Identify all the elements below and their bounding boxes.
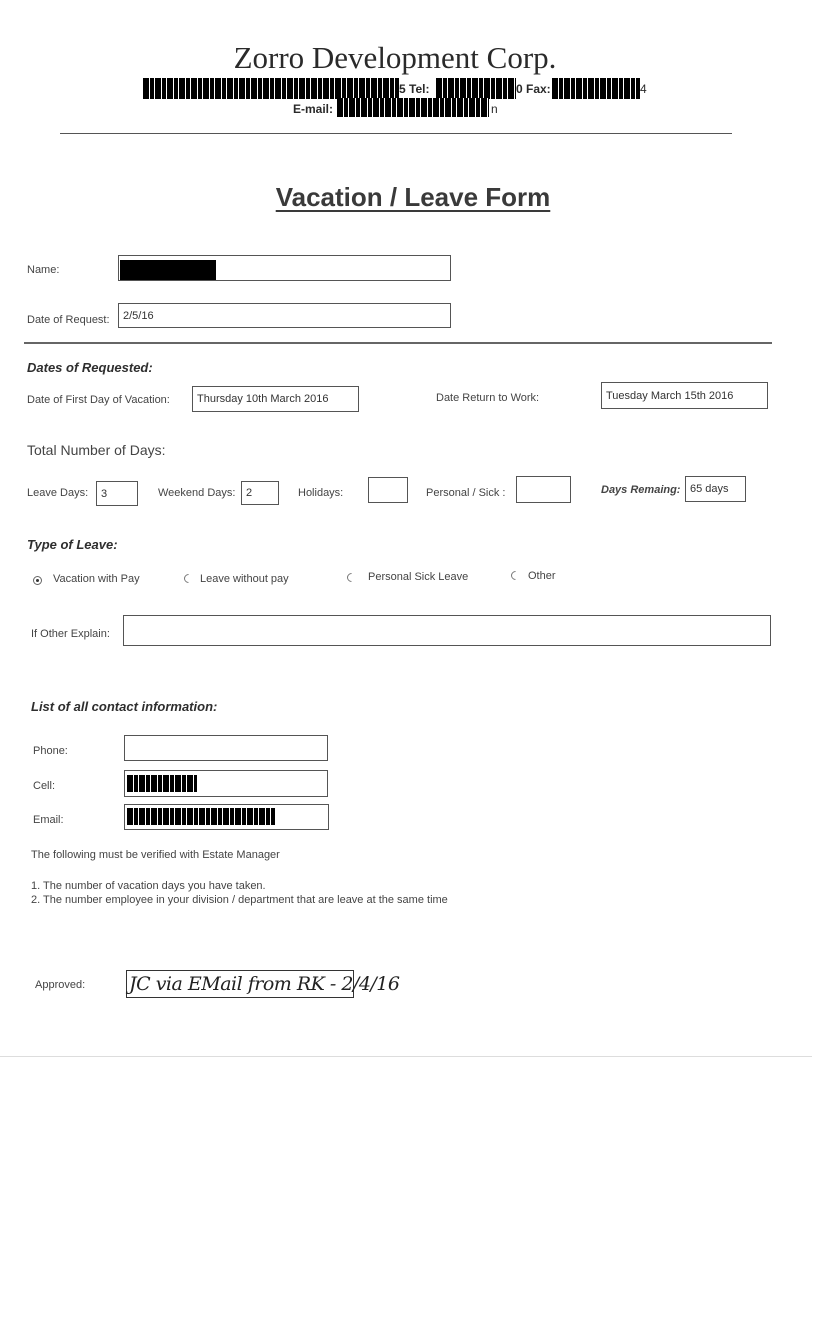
company-name: Zorro Development Corp. [233,40,557,75]
verification-item-1: 1. The number of vacation days you have taken. [31,880,266,892]
weekend-days-label: Weekend Days: [158,487,236,499]
weekend-days-field[interactable]: 2 [241,481,279,505]
leave-without-pay-label: Leave without pay [200,573,289,585]
other-explain-label: If Other Explain: [31,628,110,640]
other-explain-field[interactable] [123,615,771,646]
radio-personal-sick-leave[interactable] [345,571,358,584]
approval-signature[interactable]: JC via EMail from RK - 2/4/16 [126,970,354,998]
days-remaining-label: Days Remaing: [601,484,681,496]
name-label: Name: [27,264,60,276]
page-bottom-divider [0,1056,812,1057]
email-label: E-mail: [293,102,334,116]
fax-label: 0 Fax: [516,82,551,96]
date-request-field[interactable]: 2/5/16 [118,303,451,328]
verification-item-2: 2. The number employee in your division / department that are leave at the same time [31,894,448,906]
holidays-field[interactable] [368,477,408,503]
first-day-label: Date of First Day of Vacation: [27,394,170,406]
radio-vacation-with-pay[interactable] [33,576,42,585]
redacted-fax [552,78,640,99]
date-request-label: Date of Request: [27,314,110,326]
fax-end: 4 [640,82,647,96]
leave-type-heading: Type of Leave: [27,537,118,552]
verification-note: The following must be verified with Estate Manager [31,849,280,861]
days-remaining-field[interactable]: 65 days [685,476,746,502]
radio-other[interactable] [509,569,522,582]
header-divider [60,133,732,134]
redacted-contact-email [127,808,275,825]
redacted-address [143,78,399,99]
redacted-name [120,260,216,280]
holidays-label: Holidays: [298,487,344,499]
tel-label: 5 Tel: [399,82,430,96]
leave-days-label: Leave Days: [27,487,89,499]
email-field-label: Email: [33,814,64,826]
section-divider [24,342,772,344]
contact-heading: List of all contact information: [31,699,218,714]
phone-label: Phone: [33,745,68,757]
form-title: Vacation / Leave Form [275,182,551,212]
approved-label: Approved: [35,979,86,991]
dates-heading: Dates of Requested: [27,360,153,375]
phone-field[interactable] [124,735,328,761]
personal-sick-leave-label: Personal Sick Leave [368,571,469,583]
personal-sick-field[interactable] [516,476,571,503]
first-day-field[interactable]: Thursday 10th March 2016 [192,386,359,412]
other-label: Other [528,570,556,582]
cell-label: Cell: [33,780,56,792]
return-label: Date Return to Work: [436,392,540,404]
radio-leave-without-pay[interactable] [182,572,195,585]
vacation-with-pay-label: Vacation with Pay [53,573,140,585]
redacted-tel [436,78,516,99]
personal-sick-label: Personal / Sick : [426,487,506,499]
total-days-heading: Total Number of Days: [27,442,166,458]
leave-days-field[interactable]: 3 [96,481,138,506]
email-end: n [491,102,498,116]
redacted-cell [127,775,197,792]
return-field[interactable]: Tuesday March 15th 2016 [601,382,768,409]
redacted-email [337,98,489,117]
